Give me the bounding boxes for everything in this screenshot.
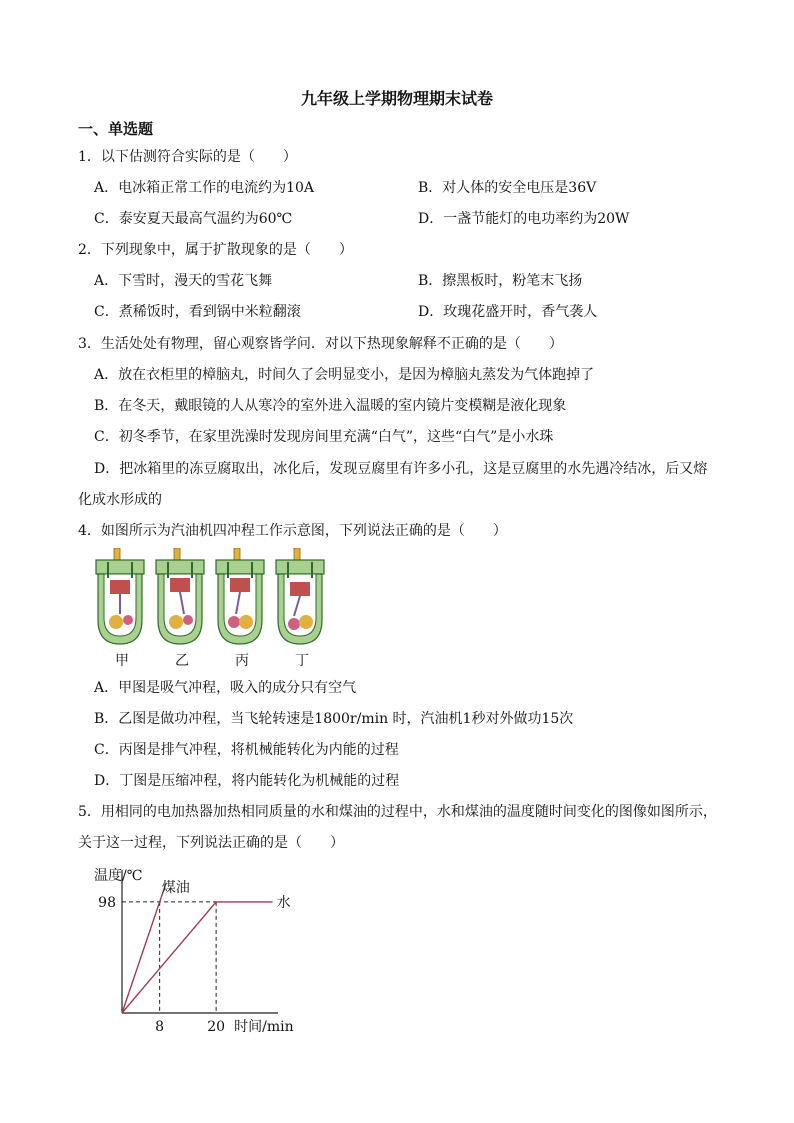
- x-axis-label: 时间/min: [234, 1019, 294, 1035]
- question-4-stem: 4．如图所示为汽油机四冲程工作示意图，下列说法正确的是（ ）: [78, 523, 507, 539]
- question-1-option-a: A．电冰箱正常工作的电流约为10A: [94, 180, 315, 196]
- x-tick-8: 8: [155, 1019, 165, 1035]
- engine-yi: [156, 548, 204, 644]
- engine-label-yi: 乙: [175, 653, 189, 669]
- question-3-option-c: C．初冬季节，在家里洗澡时发现房间里充满“白气”，这些“白气”是小水珠: [94, 429, 554, 445]
- engine-label-bing: 丙: [235, 653, 249, 669]
- question-2-stem: 2．下列现象中，属于扩散现象的是（ ）: [78, 242, 353, 258]
- question-3-stem: 3．生活处处有物理，留心观察皆学问．对以下热现象解释不正确的是（ ）: [78, 336, 563, 352]
- question-4-option-b: B．乙图是做功冲程，当飞轮转速是1800r/min 时，汽油机1秒对外做功15次: [94, 711, 574, 727]
- question-2-option-c: C．煮稀饭时，看到锅中米粒翻滚: [94, 304, 301, 320]
- question-2-option-d: D．玫瑰花盛开时，香气袭人: [418, 304, 598, 320]
- engine-bing: [216, 548, 264, 644]
- question-5-stem: 5．用相同的电加热器加热相同质量的水和煤油的过程中，水和煤油的温度随时间变化的图像如图所示，: [78, 804, 717, 820]
- question-3-option-b: B．在冬天，戴眼镜的人从寒冷的室外进入温暖的室内镜片变模糊是液化现象: [94, 398, 567, 414]
- engine-ding: [276, 548, 324, 644]
- question-2-option-b: B．擦黑板时，粉笔末飞扬: [418, 273, 583, 289]
- question-1-stem: 1．以下估测符合实际的是（ ）: [78, 149, 297, 165]
- question-3-option-d: D．把冰箱里的冻豆腐取出，冰化后，发现豆腐里有许多小孔，这是豆腐里的水先遇冷结冰，后又熔: [94, 461, 708, 477]
- question-2-option-a: A．下雪时，漫天的雪花飞舞: [94, 273, 273, 289]
- series-water-line: [122, 902, 273, 1013]
- engine-label-ding: 丁: [295, 653, 309, 669]
- question-1-option-d: D．一盏节能灯的电功率约为20W: [418, 211, 630, 227]
- y-axis-label: 温度/℃: [94, 868, 143, 884]
- question-1-option-b: B．对人体的安全电压是36V: [418, 180, 597, 196]
- engine-stroke-figure: [90, 548, 330, 670]
- series-water-label: 水: [276, 894, 291, 911]
- question-4-option-d: D．丁图是压缩冲程，将内能转化为机械能的过程: [94, 773, 400, 789]
- engine-label-jia: 甲: [115, 653, 129, 669]
- x-tick-20: 20: [207, 1019, 226, 1035]
- question-1-option-c: C．泰安夏天最高气温约为60℃: [94, 211, 293, 227]
- temperature-time-chart: [90, 862, 310, 1042]
- question-3-option-d-continuation: 化成水形成的: [78, 492, 162, 508]
- engine-diagrams: [90, 548, 330, 648]
- question-4-option-c: C．丙图是排气冲程，将机械能转化为内能的过程: [94, 742, 399, 758]
- engine-jia: [96, 548, 144, 644]
- y-tick-98: 98: [98, 894, 116, 911]
- question-4-option-a: A．甲图是吸气冲程，吸入的成分只有空气: [94, 680, 357, 696]
- question-5-stem-continuation: 关于这一过程，下列说法正确的是（ ）: [78, 835, 344, 851]
- question-3-option-a: A．放在衣柜里的樟脑丸，时间久了会明显变小，是因为樟脑丸蒸发为气体跑掉了: [94, 367, 595, 383]
- series-kerosene-label: 煤油: [161, 879, 190, 896]
- section-heading: 一、单选题: [78, 120, 154, 138]
- page-title: 九年级上学期物理期末试卷: [300, 89, 493, 108]
